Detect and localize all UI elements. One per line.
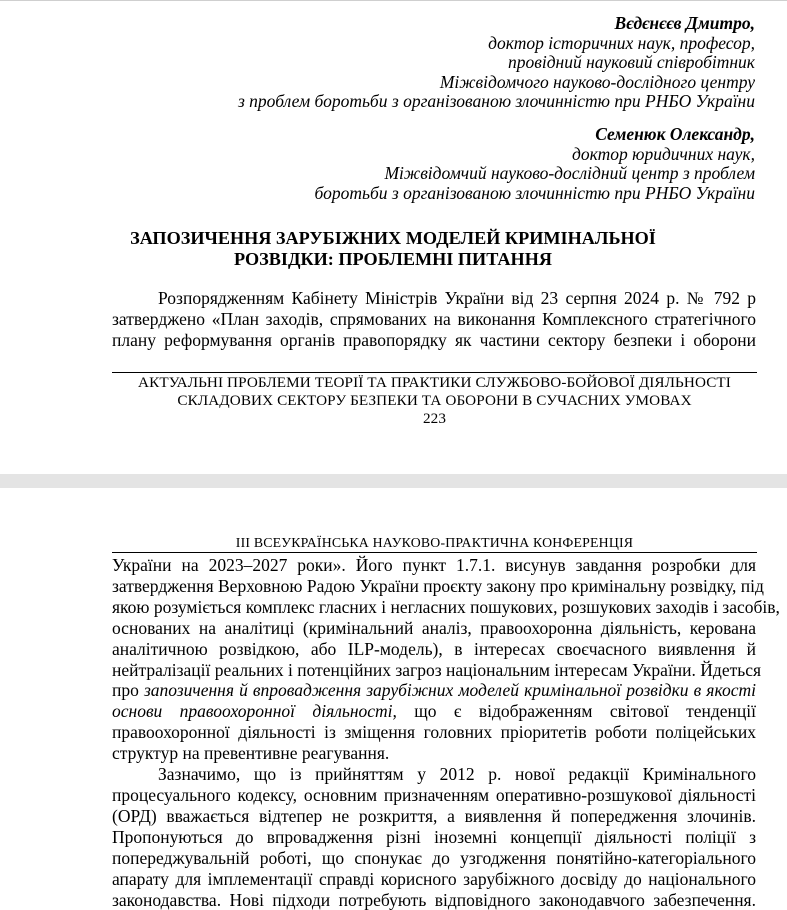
paragraph-line: процесуального кодексу, основним призначенням оперативно-розшукової діяльності — [112, 785, 756, 806]
text-run: що є відображенням світової тенденції — [397, 701, 756, 721]
paragraph-line: Зазначимо, що із прийняттям у 2012 р. нової редакції Кримінального — [112, 764, 756, 785]
italic-emphasis: основи правоохоронної діяльності, — [112, 701, 397, 721]
paragraph-line: України на 2023–2027 роки». Його пункт 1.7.1. висунув завдання розробки для — [112, 555, 756, 576]
body-paragraph-1 — [112, 288, 756, 351]
paragraph-line: правоохоронної діяльності із зміщення головних пріоритетів роботи поліцейських — [112, 722, 756, 743]
author-affiliation-line: доктор історичних наук, професор, — [238, 34, 755, 54]
author-block-1 — [238, 14, 755, 112]
paragraph-line: (ОРД) вважається відтепер не розкриття, а виявлення й попередження злочинів. — [112, 806, 756, 827]
page-footer — [112, 374, 757, 428]
page-separator — [0, 474, 787, 488]
author-affiliation-line: боротьби з організованою злочинністю при РНБО України — [315, 184, 755, 204]
text-run: про — [112, 680, 144, 700]
author-affiliation-line: з проблем боротьби з організованою злочинністю при РНБО України — [238, 92, 755, 112]
paragraph-line: затвердження Верховною Радою України проєкту закону про кримінальну розвідку, під — [112, 576, 756, 597]
paragraph-line: законодавства. Нові підходи потребують відповідного законодавчого забезпечення. — [112, 890, 756, 910]
paragraph-line: плану реформування органів правопорядку як частини сектору безпеки і оборони — [112, 330, 756, 351]
page-number: 223 — [112, 410, 757, 428]
paragraph-line: нейтралізації реальних і потенційних загроз національним інтересам України. Йдеться — [112, 660, 756, 681]
author-name-2: Семенюк Олександр, — [315, 125, 755, 145]
paragraph-line — [112, 701, 756, 722]
header-divider — [112, 552, 757, 553]
footer-line-1: АКТУАЛЬНІ ПРОБЛЕМИ ТЕОРІЇ ТА ПРАКТИКИ СЛУЖБОВО-БОЙОВОЇ ДІЯЛЬНОСТІ — [112, 374, 757, 392]
author-block-2 — [315, 125, 755, 203]
author-name-1: Вєдєнєєв Дмитро, — [238, 14, 755, 34]
body-paragraph-2 — [112, 555, 756, 910]
article-title — [40, 228, 746, 269]
paragraph-line: основаних на аналітиці (кримінальний аналіз, правоохоронна діяльність, керована — [112, 618, 756, 639]
footer-line-2: СКЛАДОВИХ СЕКТОРУ БЕЗПЕКИ ТА ОБОРОНИ В СУЧАСНИХ УМОВАХ — [112, 392, 757, 410]
footer-divider — [112, 372, 757, 373]
italic-emphasis: запозичення й впровадження зарубіжних моделей кримінальної розвідки в якості — [144, 680, 756, 700]
document-page-2 — [0, 488, 787, 903]
page-header: III ВСЕУКРАЇНСЬКА НАУКОВО-ПРАКТИЧНА КОНФЕРЕНЦІЯ — [112, 535, 757, 551]
paragraph-line — [112, 680, 756, 701]
paragraph-line: структур на превентивне реагування. — [112, 743, 756, 764]
paragraph-line: якою розуміється комплекс гласних і негласних пошукових, розшукових заходів і засобів, — [112, 597, 756, 618]
paragraph-line: аналітичною розвідкою, або ILP-модель), в інтересах своєчасного виявлення й — [112, 639, 756, 660]
paragraph-line: затверджено «План заходів, спрямованих на виконання Комплексного стратегічного — [112, 309, 756, 330]
paragraph-line: попереджувальній роботі, що спонукає до узгодження понятійно-категоріального — [112, 848, 756, 869]
author-affiliation-line: провідний науковий співробітник — [238, 53, 755, 73]
paragraph-line: Пропонуються до впровадження різні іноземні концепції діяльності поліції з — [112, 827, 756, 848]
paragraph-line: апарату для імплементації справді корисного зарубіжного досвіду до національного — [112, 869, 756, 890]
author-affiliation-line: доктор юридичних наук, — [315, 145, 755, 165]
author-affiliation-line: Міжвідомчий науково-дослідний центр з проблем — [315, 164, 755, 184]
article-title-line-1: ЗАПОЗИЧЕННЯ ЗАРУБІЖНИХ МОДЕЛЕЙ КРИМІНАЛЬНОЇ — [40, 228, 746, 249]
article-title-line-2: РОЗВІДКИ: ПРОБЛЕМНІ ПИТАННЯ — [40, 249, 746, 270]
author-affiliation-line: Міжвідомчого науково-дослідного центру — [238, 73, 755, 93]
paragraph-line: Розпорядженням Кабінету Міністрів України від 23 серпня 2024 р. № 792 р — [112, 288, 756, 309]
